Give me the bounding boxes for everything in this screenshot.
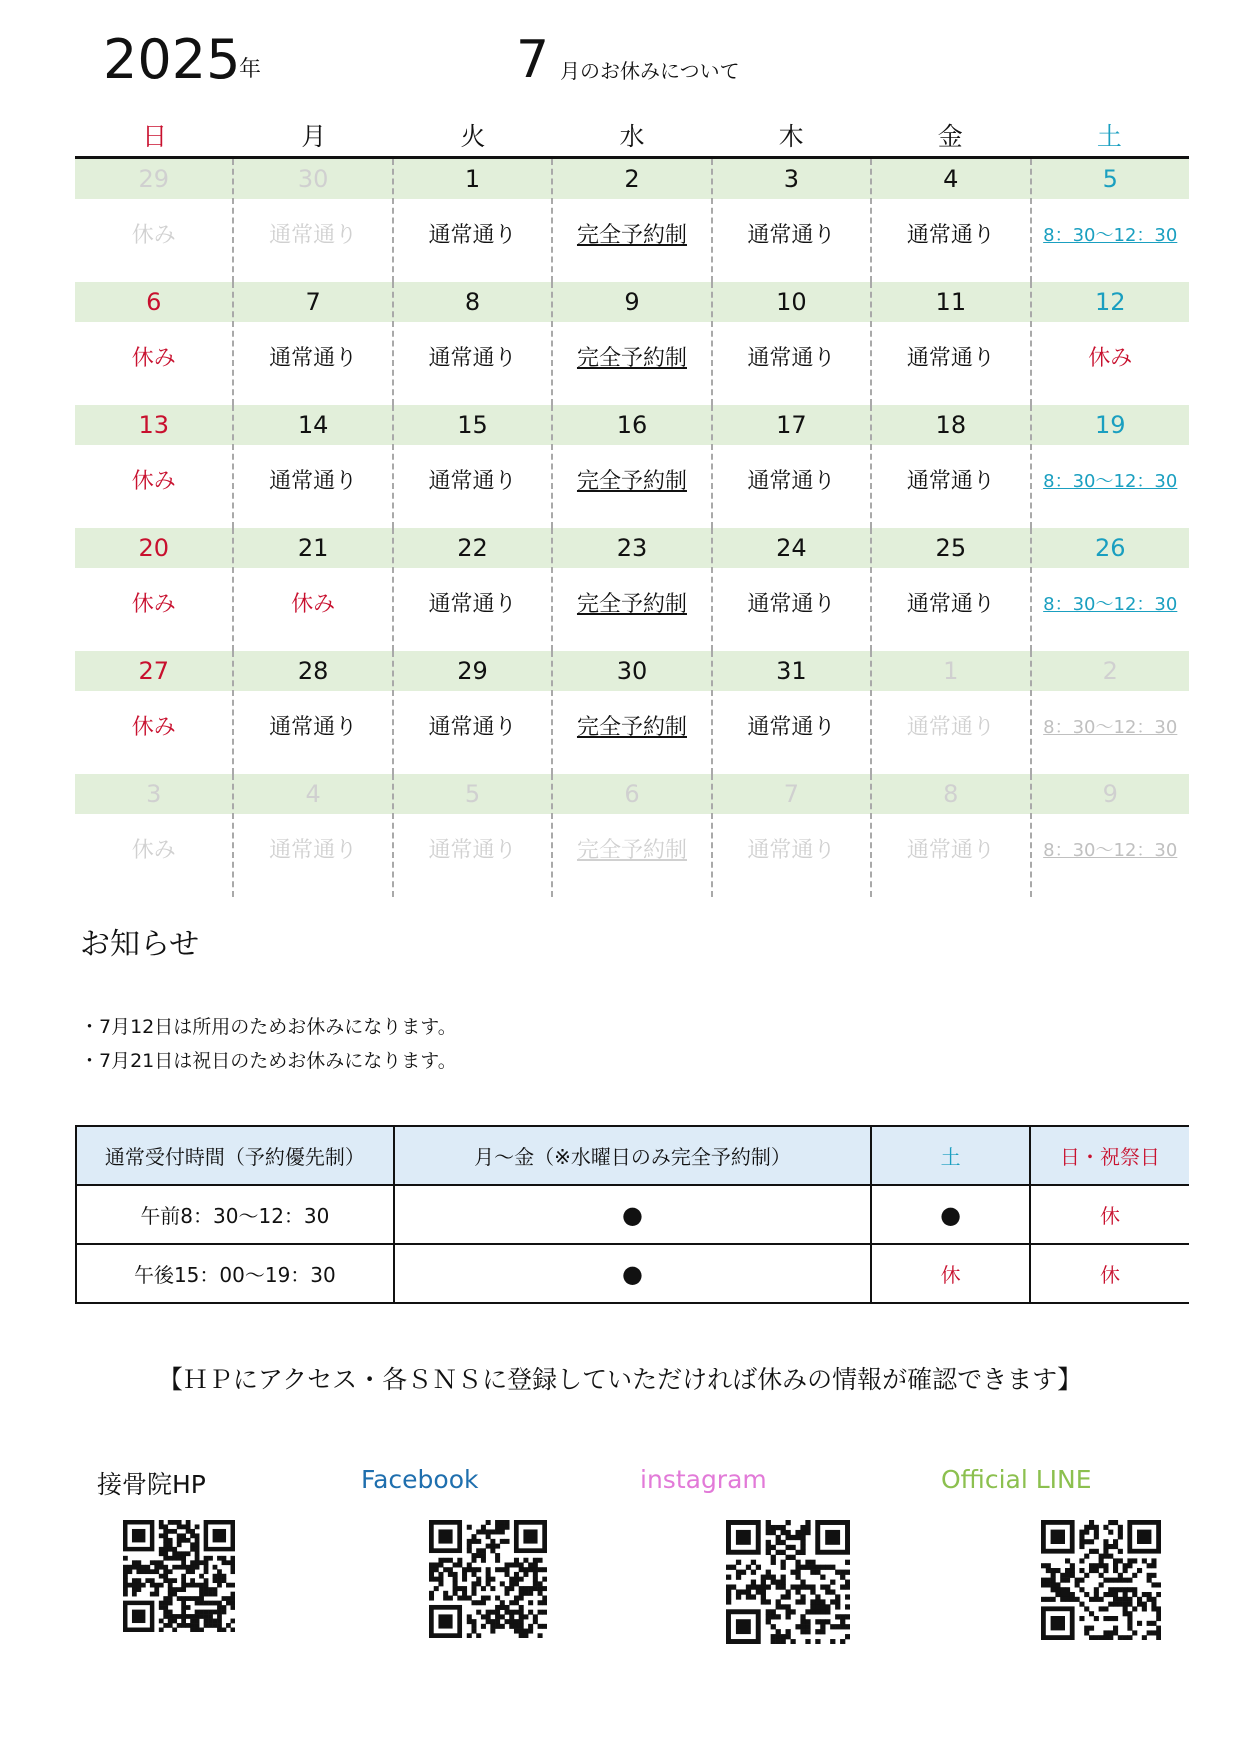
day-status: 通常通り — [428, 223, 517, 248]
calendar-day — [392, 282, 551, 405]
day-number: 21 — [297, 534, 329, 562]
calendar-day — [711, 159, 870, 282]
day-status: 通常通り — [747, 838, 836, 863]
day-status: 休み — [1088, 346, 1133, 371]
calendar-day — [551, 774, 710, 897]
day-status: 通常通り — [747, 223, 836, 248]
qr-label-instagram: instagram — [640, 1465, 767, 1494]
day-status: 休み — [131, 346, 176, 371]
calendar-day — [551, 159, 710, 282]
calendar-grid — [75, 159, 1189, 897]
weekday-friday: 金 — [937, 122, 963, 151]
day-status: 8：30～12：30 — [1043, 840, 1178, 861]
day-number: 23 — [616, 534, 648, 562]
day-status: 8：30～12：30 — [1043, 471, 1178, 492]
weekday-thursday: 木 — [778, 122, 804, 151]
day-number: 29 — [457, 657, 488, 685]
day-status: 通常通り — [747, 592, 836, 617]
day-number: 30 — [297, 165, 329, 193]
calendar-day — [551, 528, 710, 651]
day-status: 通常通り — [269, 346, 358, 371]
day-number: 20 — [138, 534, 169, 562]
day-status: 通常通り — [269, 715, 358, 740]
calendar-day — [1030, 651, 1189, 774]
day-status: 通常通り — [906, 346, 995, 371]
hours-saturday-mark: 休 — [871, 1244, 1030, 1303]
calendar-day — [551, 405, 710, 528]
calendar-day — [870, 651, 1029, 774]
calendar-week — [75, 651, 1189, 774]
day-status: 通常通り — [428, 592, 517, 617]
day-number: 15 — [457, 411, 488, 439]
hours-header-saturday: 土 — [871, 1126, 1030, 1185]
calendar-day — [711, 282, 870, 405]
day-status: 休み — [131, 715, 176, 740]
calendar-day — [75, 282, 232, 405]
notice-item: ・7月12日は所用のためお休みになります。 — [80, 1016, 457, 1038]
day-number: 31 — [776, 657, 807, 685]
day-number: 24 — [776, 534, 807, 562]
weekday-saturday: 土 — [1096, 122, 1122, 151]
day-number: 9 — [1102, 780, 1118, 808]
hours-holiday-mark: 休 — [1030, 1244, 1189, 1303]
calendar-day — [75, 405, 232, 528]
day-number: 9 — [624, 288, 640, 316]
day-status: 通常通り — [428, 346, 517, 371]
day-status: 通常通り — [428, 469, 517, 494]
qr-label-hp: 接骨院HP — [97, 1470, 206, 1499]
calendar-day — [1030, 282, 1189, 405]
calendar-week — [75, 528, 1189, 651]
day-number: 13 — [138, 411, 169, 439]
day-number: 4 — [943, 165, 959, 193]
qr-code-instagram[interactable] — [726, 1520, 850, 1644]
day-status: 8：30～12：30 — [1043, 594, 1178, 615]
sns-note: 【ＨＰにアクセス・各ＳＮＳに登録していただければ休みの情報が確認できます】 — [157, 1365, 1083, 1394]
day-number: 29 — [138, 165, 169, 193]
calendar-week — [75, 405, 1189, 528]
day-status: 通常通り — [428, 715, 517, 740]
calendar-day — [870, 528, 1029, 651]
calendar-day — [392, 528, 551, 651]
day-status: 休み — [131, 469, 176, 494]
hours-time: 午前8：30～12：30 — [76, 1185, 394, 1244]
calendar-day — [75, 528, 232, 651]
hours-saturday-mark: ● — [871, 1185, 1030, 1244]
day-status: 完全予約制 — [576, 715, 687, 740]
day-number: 26 — [1094, 534, 1126, 562]
day-number: 1 — [464, 165, 481, 193]
qr-code-facebook[interactable] — [429, 1520, 547, 1638]
day-number: 28 — [297, 657, 329, 685]
calendar-day — [870, 159, 1029, 282]
calendar-day — [1030, 159, 1189, 282]
day-status: 完全予約制 — [576, 223, 687, 248]
day-number: 7 — [783, 780, 800, 808]
calendar-day — [232, 282, 391, 405]
day-number: 8 — [943, 780, 959, 808]
day-status: 通常通り — [269, 223, 358, 248]
calendar-week — [75, 282, 1189, 405]
calendar-day — [232, 528, 391, 651]
calendar-day — [711, 405, 870, 528]
day-status: 完全予約制 — [576, 838, 687, 863]
calendar-day — [232, 159, 391, 282]
calendar-day — [711, 774, 870, 897]
day-status: 通常通り — [906, 715, 995, 740]
day-status: 休み — [131, 838, 176, 863]
qr-label-line: Official LINE — [941, 1465, 1092, 1494]
hours-header-time: 通常受付時間（予約優先制） — [76, 1126, 394, 1185]
calendar-day — [711, 651, 870, 774]
calendar-day — [392, 651, 551, 774]
calendar-day — [392, 159, 551, 282]
day-status: 通常通り — [906, 469, 995, 494]
calendar-day — [392, 774, 551, 897]
day-status: 通常通り — [747, 715, 836, 740]
calendar-day — [551, 282, 710, 405]
hours-header-row — [76, 1126, 1189, 1185]
day-number: 22 — [457, 534, 488, 562]
calendar-week — [75, 159, 1189, 282]
notice-list — [80, 1010, 457, 1078]
hours-holiday-mark: 休 — [1030, 1185, 1189, 1244]
calendar-day — [711, 528, 870, 651]
weekday-monday: 月 — [301, 122, 327, 151]
day-status: 休み — [131, 592, 176, 617]
year: 2025 — [103, 28, 241, 91]
year-suffix: 年 — [239, 57, 262, 82]
day-number: 18 — [935, 411, 967, 439]
page-title: 月のお休みについて — [560, 59, 740, 83]
calendar-day — [232, 405, 391, 528]
qr-code-hp[interactable] — [123, 1520, 235, 1632]
notice-title: お知らせ — [80, 927, 200, 962]
weekday-header — [75, 120, 1189, 159]
day-number: 25 — [935, 534, 967, 562]
day-status: 完全予約制 — [576, 592, 687, 617]
day-number: 5 — [1102, 165, 1118, 193]
month: 7 — [516, 30, 550, 90]
day-number: 30 — [616, 657, 648, 685]
hours-header-holiday: 日・祝祭日 — [1030, 1126, 1189, 1185]
day-number: 16 — [616, 411, 648, 439]
calendar-day — [1030, 405, 1189, 528]
day-number: 11 — [935, 288, 967, 316]
day-status: 通常通り — [747, 469, 836, 494]
day-number: 2 — [624, 165, 640, 193]
calendar-week — [75, 774, 1189, 897]
calendar-day — [232, 651, 391, 774]
day-number: 8 — [464, 288, 481, 316]
day-status: 通常通り — [269, 838, 358, 863]
calendar-day — [232, 774, 391, 897]
calendar-day — [1030, 528, 1189, 651]
day-status: 通常通り — [428, 838, 517, 863]
day-number: 7 — [305, 288, 321, 316]
day-number: 2 — [1102, 657, 1118, 685]
weekday-tuesday: 火 — [460, 122, 486, 151]
weekday-wednesday: 水 — [619, 122, 645, 151]
day-number: 4 — [305, 780, 321, 808]
day-number: 27 — [138, 657, 169, 685]
calendar-day — [551, 651, 710, 774]
qr-code-line[interactable] — [1041, 1520, 1161, 1640]
day-status: 8：30～12：30 — [1043, 225, 1178, 246]
calendar-day — [75, 651, 232, 774]
calendar-day — [75, 159, 232, 282]
day-number: 6 — [624, 780, 640, 808]
day-number: 5 — [464, 780, 481, 808]
day-number: 17 — [776, 411, 807, 439]
day-number: 6 — [146, 288, 162, 316]
day-number: 1 — [943, 657, 959, 685]
day-status: 通常通り — [906, 223, 995, 248]
day-number: 19 — [1094, 411, 1126, 439]
day-number: 12 — [1094, 288, 1126, 316]
qr-label-facebook: Facebook — [361, 1465, 479, 1494]
hours-time: 午後15：00～19：30 — [76, 1244, 394, 1303]
hours-header-weekday: 月～金（※水曜日のみ完全予約制） — [394, 1126, 872, 1185]
day-status: 完全予約制 — [576, 346, 687, 371]
hours-weekday-mark: ● — [394, 1244, 872, 1303]
day-number: 10 — [776, 288, 807, 316]
calendar-day — [870, 282, 1029, 405]
notice-item: ・7月21日は祝日のためお休みになります。 — [80, 1050, 457, 1072]
calendar-day — [870, 405, 1029, 528]
day-status: 完全予約制 — [576, 469, 687, 494]
weekday-sunday: 日 — [142, 122, 168, 151]
calendar-day — [75, 774, 232, 897]
day-status: 通常通り — [747, 346, 836, 371]
table-row — [76, 1185, 1189, 1244]
day-status: 休み — [131, 223, 176, 248]
day-status: 通常通り — [269, 469, 358, 494]
hours-table — [75, 1125, 1189, 1304]
day-number: 3 — [783, 165, 800, 193]
day-status: 通常通り — [906, 592, 995, 617]
day-number: 14 — [297, 411, 329, 439]
day-status: 休み — [291, 592, 336, 617]
table-row — [76, 1244, 1189, 1303]
day-number: 3 — [146, 780, 162, 808]
calendar-day — [392, 405, 551, 528]
hours-weekday-mark: ● — [394, 1185, 872, 1244]
day-status: 8：30～12：30 — [1043, 717, 1178, 738]
day-status: 通常通り — [906, 838, 995, 863]
calendar-day — [870, 774, 1029, 897]
calendar-day — [1030, 774, 1189, 897]
